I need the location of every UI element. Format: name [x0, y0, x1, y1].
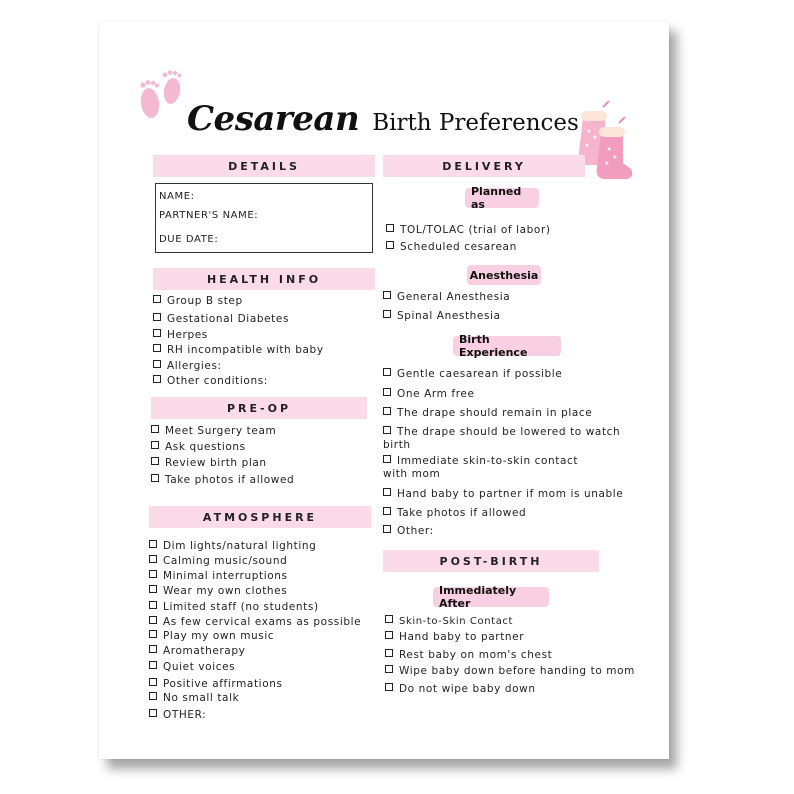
checkbox-icon[interactable]	[385, 683, 393, 691]
list-item[interactable]: Gestational Diabetes	[153, 313, 289, 326]
checkbox-icon[interactable]	[153, 360, 161, 368]
list-item[interactable]: OTHER:	[149, 709, 206, 722]
checkbox-icon[interactable]	[151, 425, 159, 433]
section-header-delivery: DELIVERY	[383, 155, 585, 177]
list-item[interactable]: Scheduled cesarean	[386, 241, 517, 254]
list-item[interactable]: Allergies:	[153, 360, 222, 373]
title-script: Cesarean	[187, 99, 360, 139]
list-item[interactable]: Take photos if allowed	[383, 507, 526, 520]
checkbox-icon[interactable]	[383, 426, 391, 434]
checkbox-icon[interactable]	[383, 507, 391, 515]
checkbox-icon[interactable]	[149, 630, 157, 638]
checkbox-icon[interactable]	[383, 388, 391, 396]
list-item[interactable]: Take photos if allowed	[151, 474, 294, 487]
checkbox-icon[interactable]	[153, 375, 161, 383]
list-item[interactable]: Other conditions:	[153, 375, 268, 388]
checkbox-icon[interactable]	[385, 631, 393, 639]
checkbox-icon[interactable]	[151, 441, 159, 449]
subheader-anesthesia: Anesthesia	[467, 265, 541, 285]
page-title	[187, 99, 579, 139]
checkbox-icon[interactable]	[386, 241, 394, 249]
partner-name-field-label: PARTNER'S NAME:	[159, 210, 259, 221]
list-item[interactable]: Hand baby to partner if mom is unable	[383, 488, 623, 501]
list-item[interactable]: The drape should remain in place	[383, 407, 592, 420]
section-header-details: DETAILS	[153, 155, 375, 177]
checkbox-icon[interactable]	[383, 525, 391, 533]
checkbox-icon[interactable]	[149, 570, 157, 578]
checkbox-icon[interactable]	[383, 291, 391, 299]
checkbox-icon[interactable]	[385, 665, 393, 673]
section-header-atmosphere: ATMOSPHERE	[149, 506, 371, 528]
list-item[interactable]: Play my own music	[149, 630, 274, 643]
list-item[interactable]: Wipe baby down before handing to mom	[385, 665, 635, 678]
list-item[interactable]: Hand baby to partner	[385, 631, 524, 644]
checkbox-icon[interactable]	[383, 368, 391, 376]
checkbox-icon[interactable]	[151, 457, 159, 465]
checkbox-icon[interactable]	[153, 344, 161, 352]
list-item[interactable]: The drape should be lowered to watch birth	[383, 426, 621, 451]
section-header-health-info: HEALTH INFO	[153, 268, 375, 290]
section-header-pre-op: PRE-OP	[151, 397, 367, 419]
list-item[interactable]: TOL/TOLAC (trial of labor)	[386, 224, 551, 237]
list-item[interactable]: Quiet voices	[149, 661, 235, 674]
checkbox-icon[interactable]	[151, 474, 159, 482]
checkbox-icon[interactable]	[149, 616, 157, 624]
list-item[interactable]: Calming music/sound	[149, 555, 287, 568]
checkbox-icon[interactable]	[385, 615, 393, 623]
list-item[interactable]: Skin-to-Skin Contact	[385, 615, 513, 628]
list-item[interactable]: One Arm free	[383, 388, 475, 401]
list-item[interactable]: Herpes	[153, 329, 208, 342]
list-item[interactable]: Spinal Anesthesia	[383, 310, 501, 323]
checkbox-icon[interactable]	[383, 407, 391, 415]
title-rest: Birth Preferences	[372, 110, 579, 136]
subheader-immediately-after: Immediately After	[433, 587, 549, 607]
checkbox-icon[interactable]	[386, 224, 394, 232]
list-item[interactable]: Minimal interruptions	[149, 570, 288, 583]
list-item[interactable]: Positive affirmations	[149, 678, 283, 691]
checkbox-icon[interactable]	[149, 709, 157, 717]
list-item[interactable]: RH incompatible with baby	[153, 344, 324, 357]
checkbox-icon[interactable]	[149, 678, 157, 686]
checkbox-icon[interactable]	[153, 295, 161, 303]
checkbox-icon[interactable]	[149, 645, 157, 653]
list-item[interactable]: As few cervical exams as possible	[149, 616, 361, 629]
checkbox-icon[interactable]	[149, 661, 157, 669]
list-item[interactable]: Meet Surgery team	[151, 425, 276, 438]
list-item[interactable]: Other:	[383, 525, 434, 538]
checkbox-icon[interactable]	[383, 455, 391, 463]
list-item[interactable]: Aromatherapy	[149, 645, 245, 658]
list-item[interactable]: Do not wipe baby down	[385, 683, 536, 696]
checkbox-icon[interactable]	[149, 692, 157, 700]
checkbox-icon[interactable]	[383, 310, 391, 318]
birth-preferences-sheet	[99, 21, 669, 759]
name-field-label: NAME:	[159, 191, 195, 202]
list-item[interactable]: Immediate skin-to-skin contact with mom	[383, 455, 579, 480]
checkbox-icon[interactable]	[153, 313, 161, 321]
list-item[interactable]: General Anesthesia	[383, 291, 510, 304]
list-item[interactable]: Group B step	[153, 295, 243, 308]
list-item[interactable]: Limited staff (no students)	[149, 601, 319, 614]
subheader-planned-as: Planned as	[465, 188, 539, 208]
checkbox-icon[interactable]	[385, 649, 393, 657]
baby-feet-icon	[134, 63, 190, 121]
subheader-birth-experience: Birth Experience	[453, 336, 561, 356]
checkbox-icon[interactable]	[383, 488, 391, 496]
list-item[interactable]: Review birth plan	[151, 457, 267, 470]
list-item[interactable]: Gentle caesarean if possible	[383, 368, 562, 381]
list-item[interactable]: Ask questions	[151, 441, 246, 454]
checkbox-icon[interactable]	[149, 555, 157, 563]
checkbox-icon[interactable]	[149, 540, 157, 548]
list-item[interactable]: No small talk	[149, 692, 239, 705]
list-item[interactable]: Dim lights/natural lighting	[149, 540, 316, 553]
section-header-post-birth: POST-BIRTH	[383, 550, 599, 572]
list-item[interactable]: Rest baby on mom's chest	[385, 649, 552, 662]
checkbox-icon[interactable]	[153, 329, 161, 337]
list-item[interactable]: Wear my own clothes	[149, 585, 287, 598]
checkbox-icon[interactable]	[149, 601, 157, 609]
due-date-field-label: DUE DATE:	[159, 234, 219, 245]
checkbox-icon[interactable]	[149, 585, 157, 593]
